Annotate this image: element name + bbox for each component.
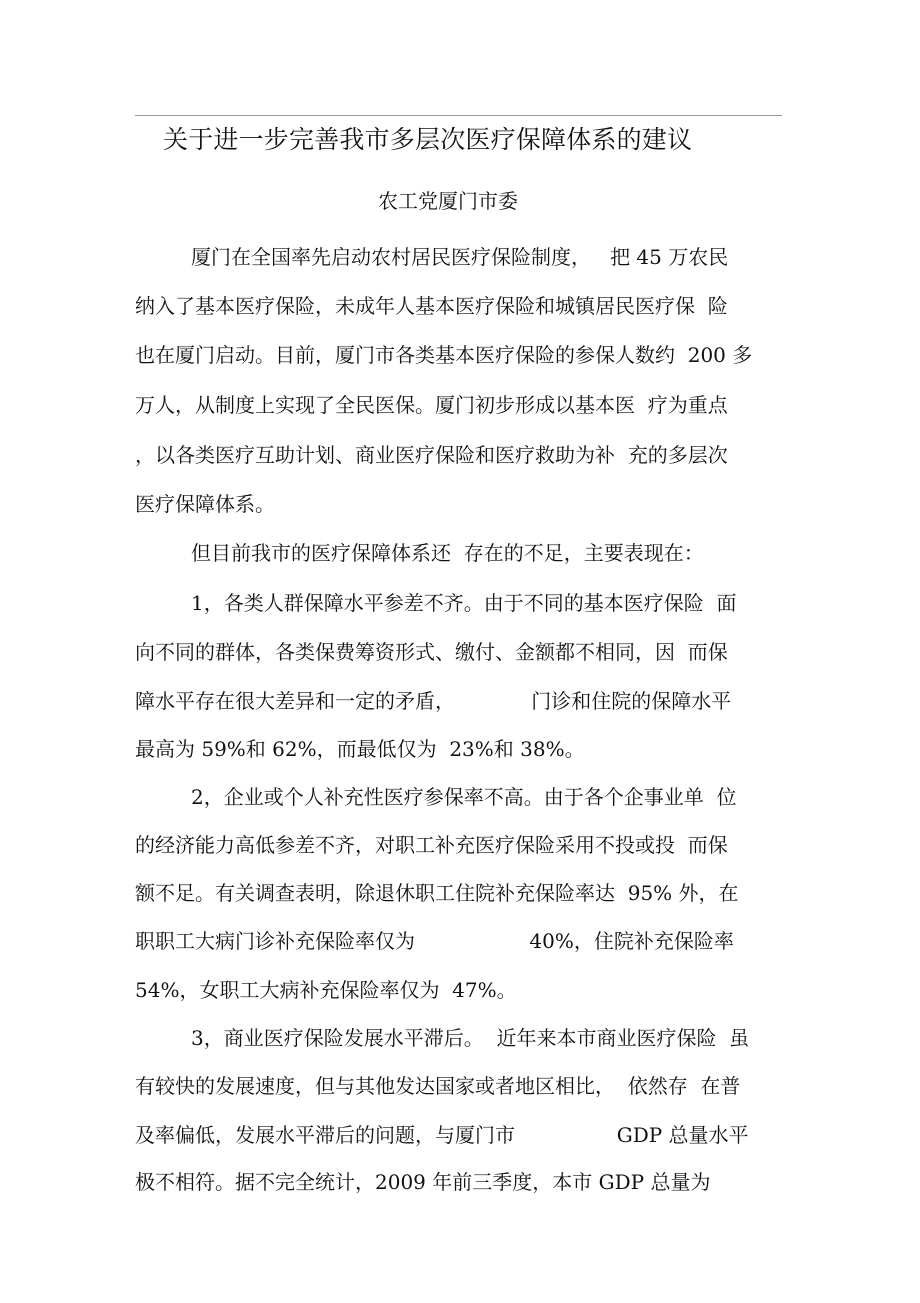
body-line: 3，商业医疗保险发展水平滞后。 近年来本市商业医疗保险 虽 [191,1026,750,1050]
body-line: 1，各类人群保障水平参差不齐。由于不同的基本医疗保险 面 [191,591,737,615]
body-line: 但目前我市的医疗保障体系还 存在的不足，主要表现在： [191,541,704,565]
header-rule [135,115,782,116]
body-line: 职职工大病门诊补充保险率仅为 40%，住院补充保险率 [135,929,734,953]
body-line: 有较快的发展速度，但与其他发达国家或者地区相比， 依然存 在普 [135,1074,741,1098]
body-line: 厦门在全国率先启动农村居民医疗保险制度， 把 45 万农民 [191,245,729,269]
body-line: 纳入了基本医疗保险，未成年人基本医疗保险和城镇居民医疗保 险 [135,294,728,318]
body-line: 向不同的群体，各类保费筹资形式、缴付、金额都不相同，因 而保 [135,640,728,664]
body-line: 也在厦门启动。目前，厦门市各类基本医疗保险的参保人数约 200 多 [135,343,753,367]
body-line: 的经济能力高低参差不齐，对职工补充医疗保险采用不投或投 而保 [135,833,728,857]
body-line: 2，企业或个人补充性医疗参保率不高。由于各个企事业单 位 [191,785,737,809]
body-line: 54%，女职工大病补充保险率仅为 47%。 [135,978,517,1002]
body-line: 最高为 59%和 62%，而最低仅为 23%和 38%。 [135,737,585,761]
body-line: 及率偏低，发展水平滞后的问题，与厦门市 GDP 总量水平 [135,1123,749,1147]
document-title: 关于进一步完善我市多层次医疗保障体系的建议 [163,125,693,154]
body-line: 万人，从制度上实现了全民医保。厦门初步形成以基本医 疗为重点 [135,393,728,417]
body-line: 极不相符。据不完全统计，2009 年前三季度，本市 GDP 总量为 [135,1170,711,1194]
document-author: 农工党厦门市委 [378,189,518,213]
body-line: 医疗保障体系。 [135,492,275,516]
body-line: ，以各类医疗互助计划、商业医疗保险和医疗救助为补 充的多层次 [135,443,728,467]
body-line: 额不足。有关调查表明，除退休职工住院补充保险率达 95% 外，在 [135,881,739,905]
body-line: 障水平存在很大差异和一定的矛盾， 门诊和住院的保障水平 [135,689,732,713]
